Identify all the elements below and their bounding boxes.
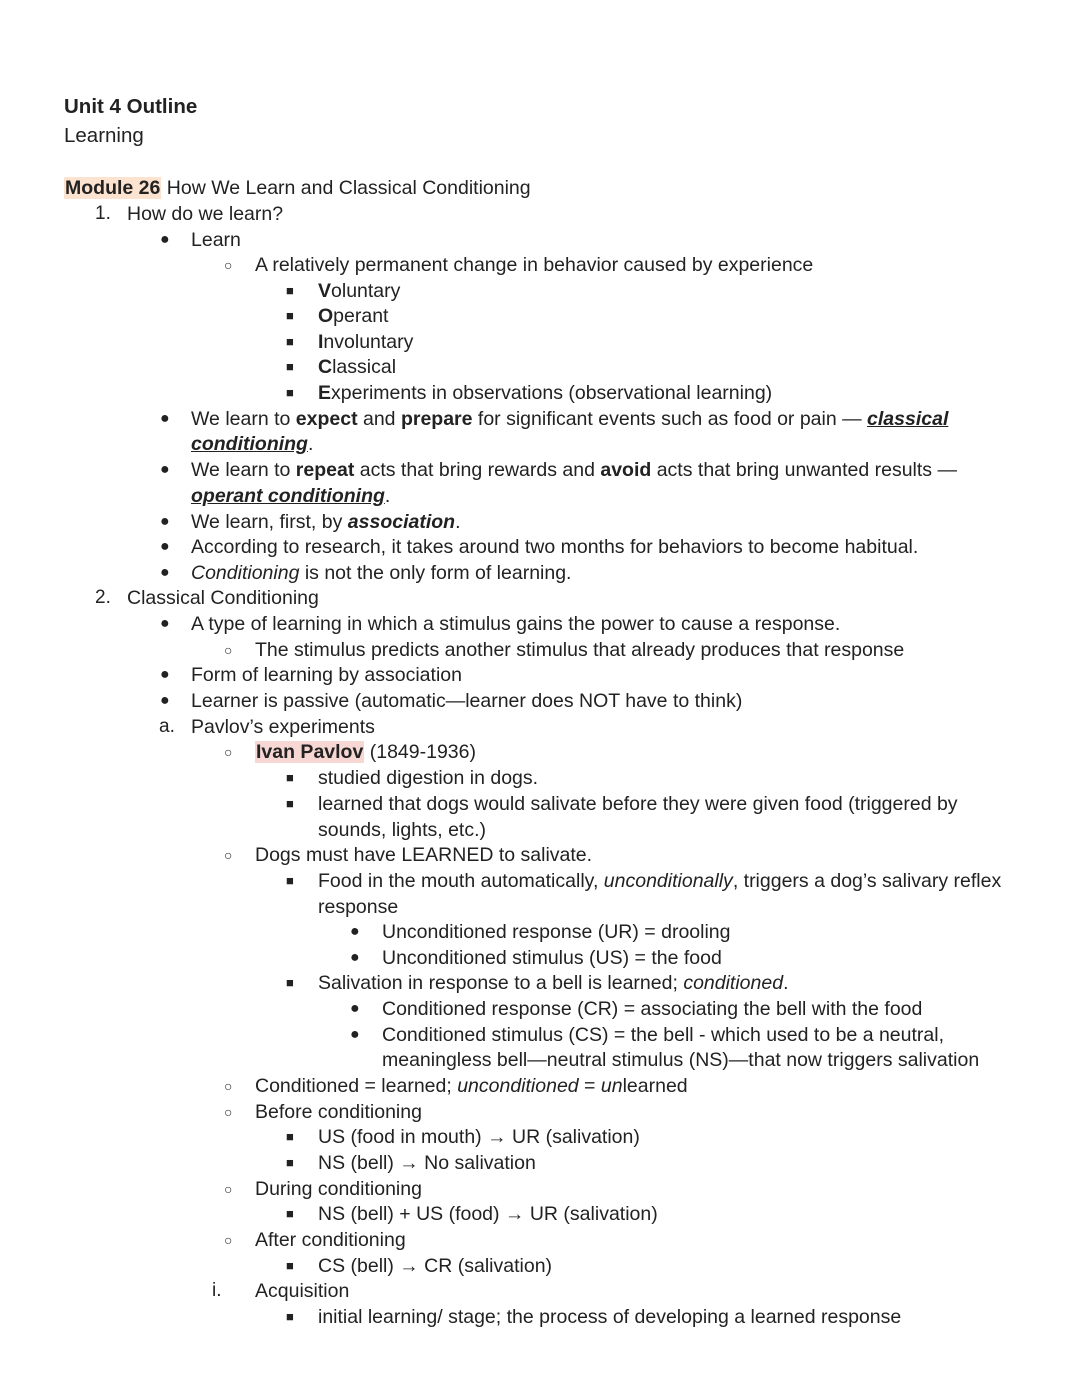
form-item: Form of learning by association [191, 664, 462, 686]
food-item-continued: response [318, 896, 399, 918]
food-item: Food in the mouth automatically, unconditionally, triggers a dog’s salivary reflex [318, 870, 1002, 892]
bullet-icon: ● [160, 461, 170, 478]
type-definition: A type of learning in which a stimulus gains the power to cause a response. [191, 613, 841, 635]
module-title: How We Learn and Classical Conditioning [161, 177, 531, 199]
square-bullet-icon: ■ [286, 1258, 294, 1273]
after-item-1: CS (bell) → CR (salivation) [318, 1255, 553, 1277]
type-operant: Operant [318, 305, 389, 327]
q1-number: 1. [95, 203, 111, 224]
square-bullet-icon: ■ [286, 1206, 294, 1221]
q2-number: 2. [95, 587, 111, 608]
square-bullet-icon: ■ [286, 385, 294, 400]
pavlov-heading: Pavlov’s experiments [191, 716, 375, 738]
us-item: Unconditioned stimulus (US) = the food [382, 947, 722, 969]
circle-bullet-icon: ○ [224, 1232, 233, 1248]
learn-item: Learn [191, 229, 241, 251]
module-label: Module 26 [65, 177, 161, 199]
square-bullet-icon: ■ [286, 1309, 294, 1324]
bullet-icon: ● [160, 410, 170, 427]
salivation-item: Salivation in response to a bell is learned; conditioned. [318, 972, 789, 994]
square-bullet-icon: ■ [286, 359, 294, 374]
square-bullet-icon: ■ [286, 1129, 294, 1144]
page-title: Unit 4 Outline [64, 95, 198, 118]
association-item: We learn, first, by association. [191, 511, 461, 533]
circle-bullet-icon: ○ [224, 642, 233, 658]
predicts-item: The stimulus predicts another stimulus that already produces that response [255, 639, 905, 661]
learned-item: learned that dogs would salivate before they were given food (triggered by [318, 793, 958, 815]
expect-item-continued: conditioning. [191, 433, 314, 455]
acquisition-heading: Acquisition [255, 1280, 350, 1302]
circle-bullet-icon: ○ [224, 1078, 233, 1094]
bullet-icon: ● [350, 923, 360, 940]
bullet-icon: ● [350, 1026, 360, 1043]
bullet-icon: ● [160, 564, 170, 581]
habit-item: According to research, it takes around two months for behaviors to become habitual. [191, 536, 919, 558]
square-bullet-icon: ■ [286, 873, 294, 888]
circle-bullet-icon: ○ [224, 744, 233, 760]
square-bullet-icon: ■ [286, 334, 294, 349]
q1-heading: How do we learn? [127, 203, 284, 225]
module-heading [64, 175, 531, 201]
square-bullet-icon: ■ [286, 770, 294, 785]
after-heading: After conditioning [255, 1229, 406, 1251]
during-heading: During conditioning [255, 1178, 422, 1200]
bullet-icon: ● [160, 692, 170, 709]
acquisition-number: i. [212, 1280, 222, 1301]
cs-item-continued: meaningless bell—neutral stimulus (NS)—that now triggers salivation [382, 1049, 980, 1071]
ivan-pavlov-item: Ivan Pavlov (1849-1936) [256, 741, 476, 763]
learned-item-continued: sounds, lights, etc.) [318, 819, 486, 841]
circle-bullet-icon: ○ [224, 1181, 233, 1197]
type-involuntary: Involuntary [318, 331, 414, 353]
studied-item: studied digestion in dogs. [318, 767, 539, 789]
during-item-1: NS (bell) + US (food) → UR (salivation) [318, 1203, 658, 1225]
before-item-1: US (food in mouth) → UR (salivation) [318, 1126, 640, 1148]
bullet-icon: ● [160, 513, 170, 530]
expect-item: We learn to expect and prepare for significant events such as food or pain — classical [191, 408, 949, 430]
cr-item: Conditioned response (CR) = associating the bell with the food [382, 998, 923, 1020]
bullet-icon: ● [160, 666, 170, 683]
type-voluntary: Voluntary [318, 280, 401, 302]
dogs-item: Dogs must have LEARNED to salivate. [255, 844, 593, 866]
square-bullet-icon: ■ [286, 283, 294, 298]
bullet-icon: ● [350, 949, 360, 966]
bullet-icon: ● [160, 231, 170, 248]
before-heading: Before conditioning [255, 1101, 422, 1123]
pavlov-letter: a. [159, 716, 175, 737]
circle-bullet-icon: ○ [224, 1104, 233, 1120]
square-bullet-icon: ■ [286, 796, 294, 811]
learn-definition: A relatively permanent change in behavior caused by experience [255, 254, 814, 276]
conditioning-item: Conditioning is not the only form of learning. [191, 562, 572, 584]
type-classical: Classical [318, 356, 397, 378]
page-subtitle: Learning [64, 124, 144, 147]
acquisition-item-1: initial learning/ stage; the process of developing a learned response [318, 1306, 902, 1328]
type-experiments: Experiments in observations (observational learning) [318, 382, 773, 404]
circle-bullet-icon: ○ [224, 257, 233, 273]
before-item-2: NS (bell) → No salivation [318, 1152, 536, 1174]
square-bullet-icon: ■ [286, 975, 294, 990]
repeat-item-continued: operant conditioning. [191, 485, 391, 507]
conditioned-definition: Conditioned = learned; unconditioned = unlearned [255, 1075, 688, 1097]
q2-heading: Classical Conditioning [127, 587, 319, 609]
cs-item: Conditioned stimulus (CS) = the bell - which used to be a neutral, [382, 1024, 945, 1046]
bullet-icon: ● [350, 1000, 360, 1017]
circle-bullet-icon: ○ [224, 847, 233, 863]
square-bullet-icon: ■ [286, 1155, 294, 1170]
repeat-item: We learn to repeat acts that bring rewards and avoid acts that bring unwanted results — [191, 459, 957, 481]
bullet-icon: ● [160, 615, 170, 632]
bullet-icon: ● [160, 538, 170, 555]
ur-item: Unconditioned response (UR) = drooling [382, 921, 731, 943]
square-bullet-icon: ■ [286, 308, 294, 323]
passive-item: Learner is passive (automatic—learner does NOT have to think) [191, 690, 743, 712]
